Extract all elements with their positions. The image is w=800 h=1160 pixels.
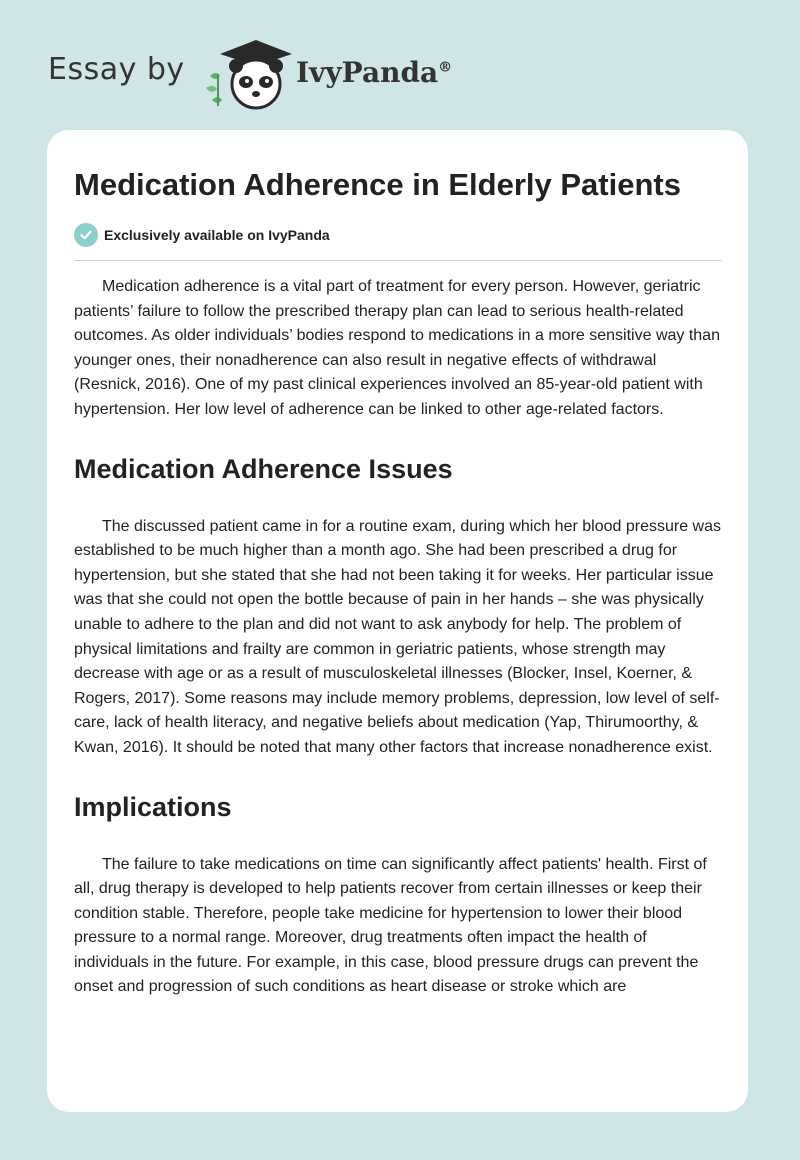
article-content (74, 164, 722, 1000)
article-title: Medication Adherence in Elderly Patients (74, 167, 681, 202)
brand-header[interactable] (48, 36, 508, 116)
panda-graduate-icon (200, 36, 292, 112)
intro-paragraph: Medication adherence is a vital part of treatment for every person. However, geriatric patients’ failure to follow the prescribed therapy plan can lead to serious health-related outcomes. As older individuals’ bodies respond to medications in a more sensitive way than younger ones, their nonadherence can also result in negative effects of withdrawal (Resnick, 2016). One of my past clinical experiences involved an 85-year-old patient with hypertension. Her low level of adherence can be linked to other age-related factors. (74, 278, 720, 418)
section-paragraph: The failure to take medications on time can significantly affect patients' health. First of all, drug therapy is developed to help patients recover from certain illnesses or keep their condition stable. Therefore, people take medicine for hypertension to lower their blood pressure to a normal range. Moreover, drug treatments often impact the health of individuals in the future. For example, in this case, blood pressure drugs can prevent the onset and progression of such conditions as heart disease or stroke which are (74, 855, 707, 996)
brand-name-text: IvyPanda (296, 56, 439, 89)
badge-text: Exclusively available on IvyPanda (104, 227, 330, 243)
section-heading: Implications (74, 791, 232, 822)
section-paragraph: The discussed patient came in for a routine exam, during which her blood pressure was established to be much higher than a month ago. She had been prescribed a drug for hypertension, but she stated that she had not been taking it for weeks. Her particular issue was that she could not open the bottle because of pain in her hands – she was physically unable to adhere to the plan and did not want to ask anybody for help. The problem of physical limitations and frailty are common in geriatric patients, whose strength may decrease with age or as a result of musculoskeletal illnesses (Blocker, Insel, Koerner, & Rogers, 2017). Some reasons may include memory problems, depression, low level of self-care, lack of health literacy, and negative beliefs about medication (Yap, Thirumoorthy, & Kwan, 2016). It should be noted that many other factors that increase nonadherence exist. (74, 517, 721, 756)
article-card (47, 130, 748, 1112)
registered-mark: ® (438, 59, 453, 76)
brand-name (296, 56, 452, 89)
divider (74, 260, 722, 261)
check-circle-icon (74, 223, 98, 247)
section-heading: Medication Adherence Issues (74, 453, 453, 484)
exclusive-badge (74, 222, 722, 248)
brand-prefix: Essay by (48, 52, 185, 87)
